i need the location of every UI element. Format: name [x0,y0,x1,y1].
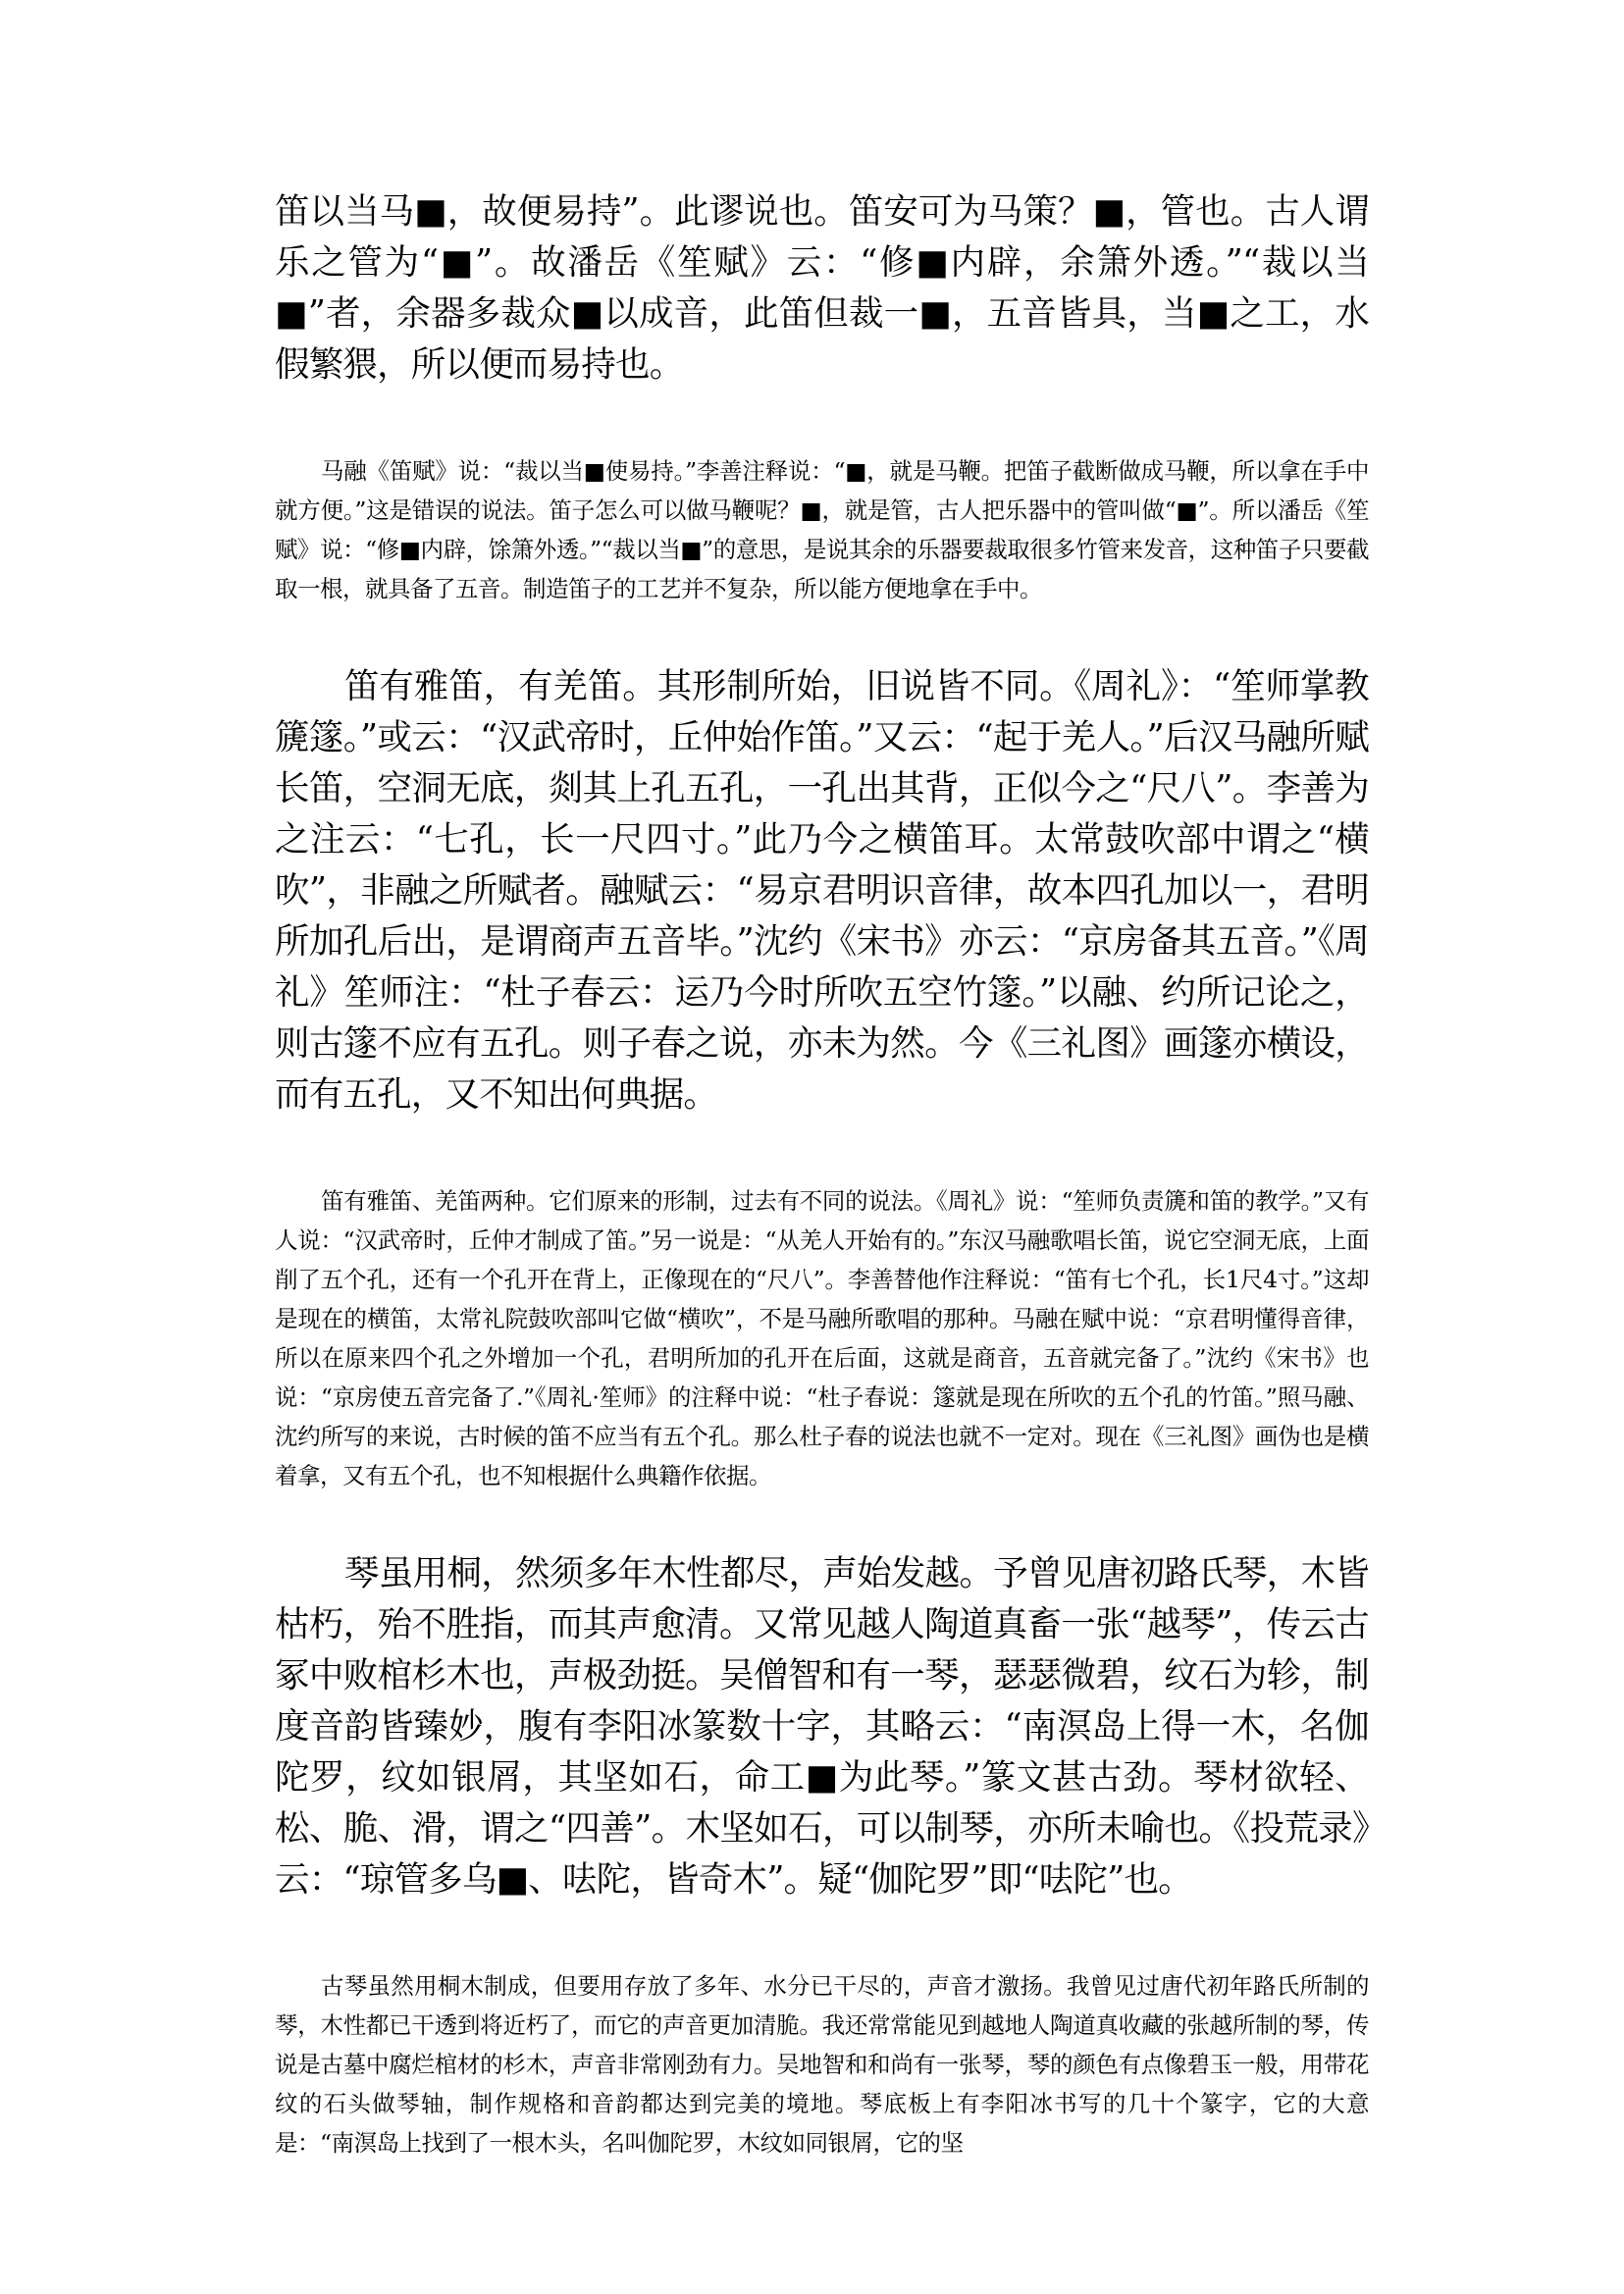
translation-paragraph-1: 马融《笛赋》说：“裁以当■使易持。”李善注释说：“■，就是马鞭。把笛子截断做成马鞭，所以拿在手中就方便。”这是错误的说法。笛子怎么可以做马鞭呢？■，就是管，古人把乐器中的管叫做“■”。所以潘岳《笙赋》说：“修■内辟，馀箫外透。”“裁以当■”的意思，是说其余的乐器要裁取很多竹管来发音，这种笛子只要截取一根，就具备了五音。制造笛子的工艺并不复杂，所以能方便地拿在手中。 [275,457,1369,602]
translation-paragraph-2: 笛有雅笛、羌笛两种。它们原来的形制，过去有不同的说法。《周礼》说：“笙师负责篪和笛的教学。”又有人说：“汉武帝时，丘仲才制成了笛。”另一说是：“从羌人开始有的。”东汉马融歌唱长笛，说它空洞无底，上面削了五个孔，还有一个孔开在背上，正像现在的“尺八”。李善替他作注释说：“笛有七个孔，长1尺4寸。”这却是现在的横笛，太常礼院鼓吹部叫它做“横吹”，不是马融所歌唱的那种。马融在赋中说：“京君明懂得音律，所以在原来四个孔之外增加一个孔，君明所加的孔开在后面，这就是商音，五音就完备了。”沈约《宋书》也说：“京房使五音完备了.”《周礼·笙师》的注释中说：“杜子春说：篴就是现在所吹的五个孔的竹笛。”照马融、沈约所写的来说，古时候的笛不应当有五个孔。那么杜子春的说法也就不一定对。现在《三礼图》画伪也是横着拿，又有五个孔，也不知根据什么典籍作依据。 [275,1187,1369,1489]
document-page [275,186,1369,2163]
translation-paragraph-3: 古琴虽然用桐木制成，但要用存放了多年、水分已干尽的，声音才激扬。我曾见过唐代初年路氏所制的琴，木性都已干透到将近朽了，而它的声音更加清脆。我还常常能见到越地人陶道真收藏的张越所制的琴，传说是古墓中腐烂棺材的杉木，声音非常刚劲有力。吴地智和和尚有一张琴，琴的颜色有点像碧玉一般，用带花纹的石头做琴轴，制作规格和音韵都达到完美的境地。琴底板上有李阳冰书写的几十个篆字，它的大意是：“南溟岛上找到了一根木头，名叫伽陀罗，木纹如同银屑，它的坚 [275,1972,1369,2157]
original-paragraph-3: 琴虽用桐，然须多年木性都尽，声始发越。予曾见唐初路氏琴，木皆枯朽，殆不胜指，而其声愈清。又常见越人陶道真畜一张“越琴”，传云古冢中败棺杉木也，声极劲挺。吴僧智和有一琴，瑟瑟微碧，纹石为轸，制度音韵皆臻妙，腹有李阳冰篆数十字，其略云：“南溟岛上得一木，名伽陀罗，纹如银屑，其坚如石，命工■为此琴。”篆文甚古劲。琴材欲轻、松、脆、滑，谓之“四善”。木坚如石，可以制琴，亦所未喻也。《投荒录》云：“琼管多乌■、呿陀，皆奇木”。疑“伽陀罗”即“呿陀”也。 [275,1553,1369,1900]
original-paragraph-1: 笛以当马■，故便易持”。此谬说也。笛安可为马策？■，管也。古人谓乐之管为“■”。故潘岳《笙赋》云：“修■内辟，余箫外透。”“裁以当■”者，余器多裁众■以成音，此笛但裁一■，五音皆具，当■之工，水假繁猥，所以便而易持也。 [275,191,1369,385]
original-paragraph-2: 笛有雅笛，有羌笛。其形制所始，旧说皆不同。《周礼》：“笙师掌教篪篴。”或云：“汉武帝时，丘仲始作笛。”又云：“起于羌人。”后汉马融所赋长笛，空洞无底，剡其上孔五孔，一孔出其背，正似今之“尺八”。李善为之注云：“七孔，长一尺四寸。”此乃今之横笛耳。太常鼓吹部中谓之“横吹”，非融之所赋者。融赋云：“易京君明识音律，故本四孔加以一，君明所加孔后出，是谓商声五音毕。”沈约《宋书》亦云：“京房备其五音。”《周礼》笙师注：“杜子春云：运乃今时所吹五空竹篴。”以融、约所记论之，则古篴不应有五孔。则子春之说，亦未为然。今《三礼图》画篴亦横设，而有五孔，又不知出何典据。 [275,666,1369,1115]
